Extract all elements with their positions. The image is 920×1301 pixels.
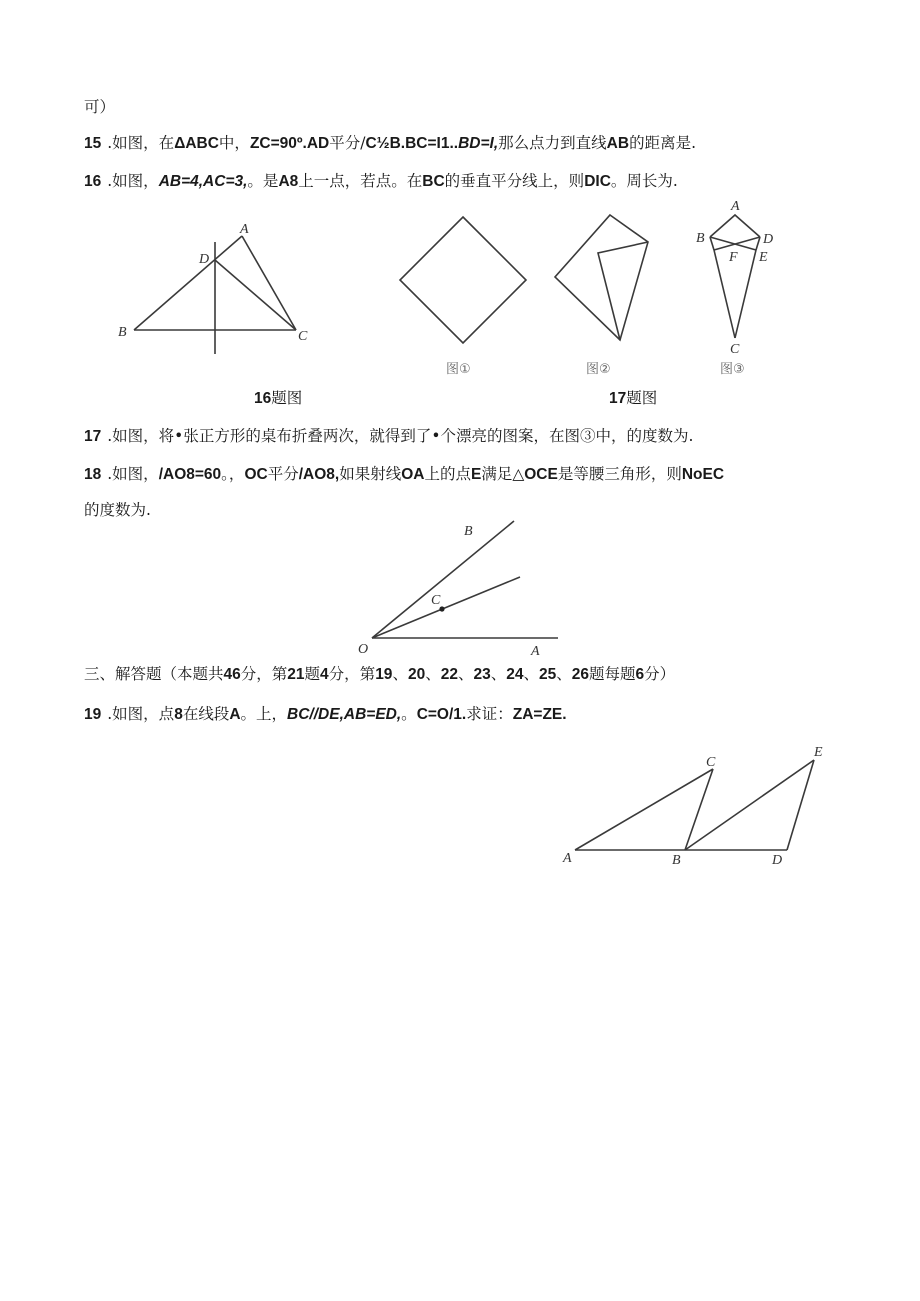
text: 的垂直平分线上，则 (444, 172, 585, 190)
text: 那么点力到直线 (498, 134, 607, 152)
math: ZC=90º.AD (249, 135, 330, 152)
number: 25 (539, 666, 557, 683)
label-a: A (731, 199, 740, 214)
text: 。， (221, 465, 245, 483)
figure-19 (555, 738, 845, 873)
panel-3-caption: 图③ (720, 362, 745, 377)
section-heading (84, 664, 675, 685)
segment-ba (134, 236, 242, 330)
text: 平分 (267, 465, 299, 483)
label-f: F (729, 250, 738, 265)
text: 是等腰三角形，则 (557, 465, 682, 483)
math: /AO8=60 (158, 466, 222, 483)
text: 三、解答题（本题共 (84, 665, 224, 683)
text: 分，第 (240, 665, 288, 683)
math: A (229, 706, 241, 723)
panel-3-top (710, 215, 760, 237)
number: 23 (473, 666, 491, 683)
text: 、 (556, 665, 572, 683)
number: 20 (407, 666, 426, 683)
number: 46 (223, 666, 241, 683)
question-15 (84, 133, 696, 154)
panel-3-right-edge (756, 237, 760, 250)
text: 题 (304, 665, 321, 683)
ray-oc (372, 577, 520, 638)
caption-text: 题图 (626, 389, 658, 407)
segment-dc (215, 260, 296, 330)
number: 24 (506, 666, 524, 683)
text: 上的点 (424, 465, 471, 483)
label-b: B (464, 524, 473, 539)
text: 、 (457, 665, 474, 683)
panel-1-square (400, 217, 526, 343)
math: OCE (524, 466, 558, 483)
math: NoEC (681, 466, 725, 483)
text: 如果射线 (339, 465, 402, 483)
math: ΔABC (174, 135, 219, 152)
question-17 (84, 426, 693, 447)
math: /AO8, (298, 466, 340, 483)
text: 中， (218, 134, 250, 152)
math: E (470, 466, 482, 483)
math: BD=I, (458, 135, 499, 152)
text: .如图， (107, 465, 159, 483)
question-19 (84, 704, 567, 725)
math: BC (422, 173, 445, 190)
text: 求证： (466, 705, 513, 723)
figure-18 (350, 515, 570, 660)
label-b: B (118, 325, 127, 340)
panel-3-df (714, 237, 760, 250)
number: 22 (440, 666, 458, 683)
panel-3-right-side (735, 250, 756, 338)
text: 上一点，若点。在 (298, 172, 423, 190)
panel-2-outline (555, 215, 648, 340)
question-number: 15 (84, 135, 102, 152)
label-d: D (199, 252, 210, 267)
label-a: A (563, 851, 572, 866)
text: 题每题 (589, 665, 636, 683)
continued-text (84, 97, 115, 117)
segment-ed (787, 760, 814, 850)
text: .如图，将•张正方形的桌布折叠两次，就得到了•个漂亮的图案，在图③中，的度数为. (107, 427, 694, 445)
continued-text-label: 可） (84, 98, 116, 116)
number: 21 (287, 666, 305, 683)
label-b: B (672, 853, 681, 868)
caption-number: 17 (609, 390, 627, 407)
math: AB (606, 135, 630, 152)
label-a: A (240, 222, 249, 237)
number: 6 (635, 666, 645, 683)
math: A8 (278, 173, 299, 190)
label-e: E (759, 250, 768, 265)
text: 平分/ (329, 134, 366, 152)
caption-17 (609, 388, 657, 409)
caption-text: 题图 (271, 389, 303, 407)
figure-16 (110, 220, 320, 360)
caption-16 (254, 388, 302, 409)
math: ZA=ZE. (512, 706, 567, 723)
label-c: C (431, 593, 441, 608)
text: 、 (490, 665, 507, 683)
label-d: D (763, 232, 774, 247)
panel-3-left-edge (710, 237, 714, 250)
text: 满足△ (481, 465, 525, 483)
math: C½B.BC=I1.. (365, 135, 459, 152)
figure-17 (390, 195, 800, 380)
segment-ac (242, 236, 296, 330)
text: 的距离是. (629, 134, 696, 152)
math: C=O/1. (416, 706, 467, 723)
label-c: C (298, 329, 308, 344)
panel-1-caption: 图① (446, 362, 471, 377)
text: .如图，点 (107, 705, 175, 723)
question-number: 18 (84, 466, 102, 483)
math: OA (401, 466, 425, 483)
panel-3-bf (710, 237, 756, 250)
text: 。周长为. (610, 172, 678, 190)
text: 的度数为. (84, 501, 151, 519)
text: 、 (392, 665, 408, 683)
math: OC (244, 466, 268, 483)
text: 、 (523, 665, 540, 683)
question-number: 19 (84, 706, 102, 723)
label-a: A (531, 644, 540, 659)
label-d: D (772, 853, 783, 868)
label-e: E (814, 745, 823, 760)
question-18-cont (84, 500, 151, 520)
question-18 (84, 464, 724, 485)
text: .如图，在 (107, 134, 175, 152)
caption-number: 16 (254, 390, 272, 407)
number: 4 (320, 666, 329, 683)
number: 19 (375, 666, 393, 683)
ray-ob (372, 521, 514, 638)
question-number: 16 (84, 173, 102, 190)
math: 8 (174, 706, 183, 723)
text: .如图， (107, 172, 159, 190)
question-number: 17 (84, 428, 102, 445)
label-b: B (696, 231, 705, 246)
math: AB=4,AC=3, (158, 173, 248, 190)
panel-2-caption: 图② (586, 362, 611, 377)
segment-cb (685, 769, 713, 850)
label-c: C (730, 342, 740, 357)
math: DIC (584, 173, 611, 190)
question-16 (84, 171, 678, 192)
label-c: C (706, 755, 716, 770)
text: 。上， (240, 705, 288, 723)
text: 。是 (247, 172, 279, 190)
math: BC//DE,AB=ED, (287, 706, 402, 723)
text: 在线段 (182, 705, 230, 723)
segment-ac (575, 769, 713, 850)
text: 分，第 (328, 665, 376, 683)
number: 26 (571, 666, 590, 683)
label-o: O (358, 642, 369, 657)
text: 、 (425, 665, 441, 683)
text: 。 (401, 705, 417, 723)
text: 分） (644, 665, 676, 683)
